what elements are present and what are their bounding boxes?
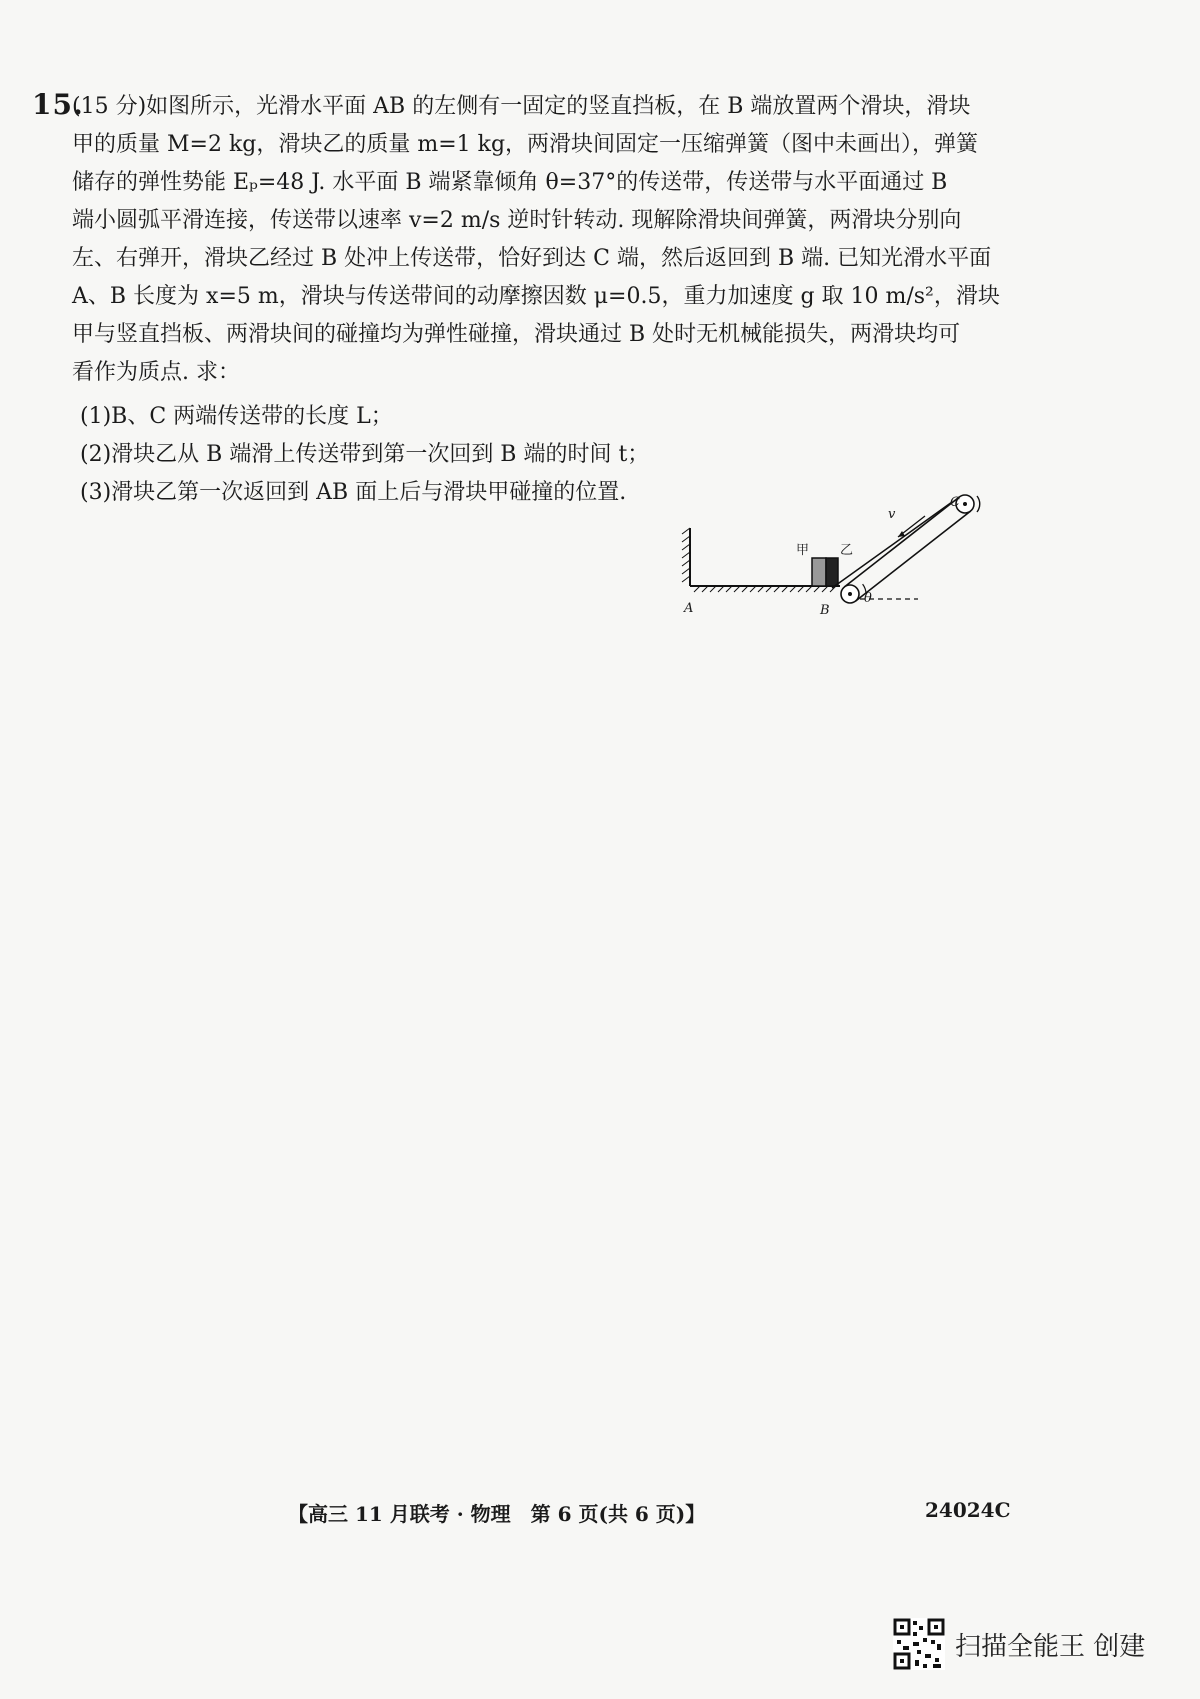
belt-lines: [841, 495, 980, 603]
qr-code-icon: [893, 1618, 945, 1670]
block-yi: [826, 558, 838, 586]
label-theta: θ: [864, 591, 872, 606]
question-line: 甲与竖直挡板、两滑块间的碰撞均为弹性碰撞，滑块通过 B 处时无机械能损失，两滑块均可: [72, 322, 961, 347]
question-line: A、B 长度为 x=5 m，滑块与传送带间的动摩擦因数 μ=0.5，重力加速度 g 取 10 m/s²，滑块: [72, 284, 1000, 309]
subquestion-1: (1)B、C 两端传送带的长度 L；: [80, 404, 393, 429]
question-line: 甲的质量 M=2 kg，滑块乙的质量 m=1 kg，两滑块间固定一压缩弹簧（图中未画出），弹簧: [72, 132, 979, 157]
question-line: 储存的弹性势能 Eₚ=48 J. 水平面 B 端紧靠倾角 θ=37°的传送带，传送带与水平面通过 B: [72, 170, 948, 195]
pulley-C-axle: [963, 502, 967, 506]
question-line: 左、右弹开，滑块乙经过 B 处冲上传送带，恰好到达 C 端，然后返回到 B 端. 已知光滑水平面: [72, 246, 992, 271]
exam-code: 24024C: [925, 1498, 1011, 1522]
pulley-B-axle: [848, 592, 852, 596]
block-jia: [812, 558, 826, 586]
physics-diagram: [670, 495, 1000, 670]
rotation-arrow: [977, 496, 980, 512]
question-text: [72, 88, 1016, 392]
label-C: C: [950, 495, 960, 510]
belt-upper-edge: [844, 497, 959, 587]
horizontal-surface: [690, 586, 840, 592]
question-line: 看作为质点. 求：: [72, 360, 240, 385]
question-line: (15 分)如图所示，光滑水平面 AB 的左侧有一固定的竖直挡板，在 B 端放置两个滑块，滑块: [72, 94, 971, 119]
scanner-watermark: [893, 1618, 1145, 1670]
label-v: v: [888, 507, 896, 522]
subquestion-2: (2)滑块乙从 B 端滑上传送带到第一次回到 B 端的时间 t；: [80, 442, 650, 467]
footer-text: 【高三 11 月联考 · 物理 第 6 页(共 6 页)】: [288, 1502, 706, 1526]
subquestion-3: (3)滑块乙第一次返回到 AB 面上后与滑块甲碰撞的位置.: [80, 480, 627, 505]
label-jia: 甲: [796, 543, 810, 558]
scanner-label: 扫描全能王 创建: [955, 1631, 1146, 1662]
question-number: 15.: [32, 88, 84, 121]
label-B: B: [820, 603, 830, 618]
vertical-wall: [682, 528, 690, 586]
label-yi: 乙: [840, 543, 854, 558]
label-A: A: [684, 601, 694, 616]
question-line: 端小圆弧平滑连接，传送带以速率 v=2 m/s 逆时针转动. 现解除滑块间弹簧，两滑块分别向: [72, 208, 962, 233]
